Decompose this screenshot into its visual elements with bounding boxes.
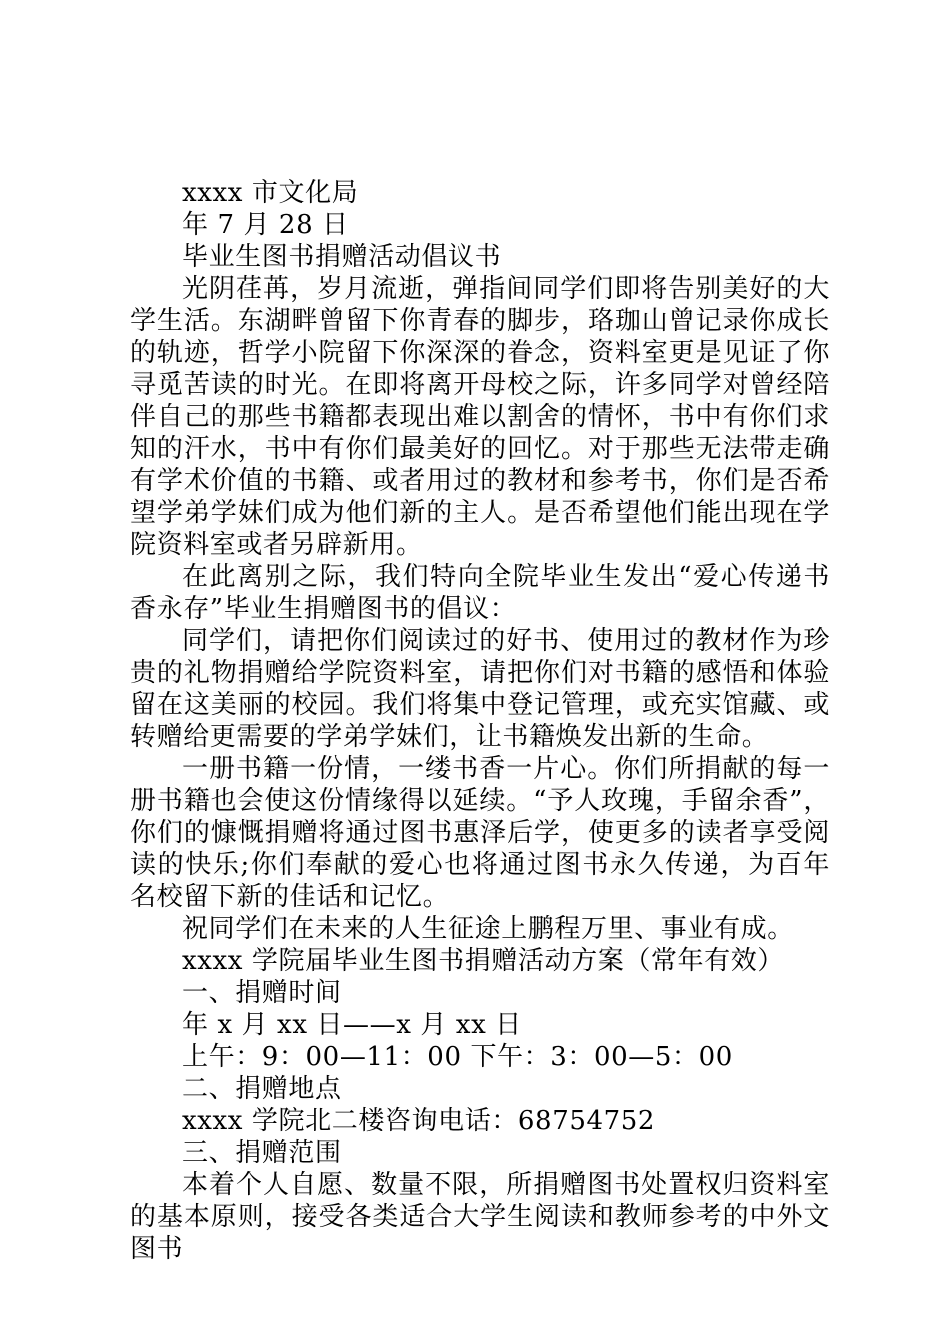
body-paragraph: 在此离别之际，我们特向全院毕业生发出“爱心传递书香永存”毕业生捐赠图书的倡议： xyxy=(130,562,830,624)
section-heading-location: 二、捐赠地点 xyxy=(182,1074,342,1104)
plan-title: xxxx 学院届毕业生图书捐赠活动方案（常年有效） xyxy=(182,946,784,976)
donation-location: xxxx 学院北二楼咨询电话：68754752 xyxy=(182,1106,656,1136)
scope-paragraph: 本着个人自愿、数量不限，所捐赠图书处置权归资料室的基本原则，接受各类适合大学生阅读和教师参考的中外文图书 xyxy=(130,1170,830,1264)
document-body xyxy=(130,177,830,1265)
donation-hours: 上午：9：00—11：00 下午：3：00—5：00 xyxy=(182,1042,733,1072)
body-paragraph: 一册书籍一份情，一缕书香一片心。你们所捐献的每一册书籍也会使这份情缘得以延续。“予人玫瑰，手留余香”，你们的慷慨捐赠将通过图书惠泽后学，使更多的读者享受阅读的快乐;你们奉献的爱心也将通过图书永久传递，为百年名校留下新的佳话和记忆。 xyxy=(130,754,830,912)
section-heading-time: 一、捐赠时间 xyxy=(182,978,342,1008)
body-paragraph: 光阴荏苒，岁月流逝，弹指间同学们即将告别美好的大学生活。东湖畔曾留下你青春的脚步，珞珈山曾记录你成长的轨迹，哲学小院留下你深深的眷念，资料室更是见证了你寻觅苦读的时光。在即将离开母校之际，许多同学对曾经陪伴自己的那些书籍都表现出难以割舍的情怀，书中有你们求知的汗水，书中有你们最美好的回忆。对于那些无法带走确有学术价值的书籍、或者用过的教材和参考书，你们是否希望学弟学妹们成为他们新的主人。是否希望他们能出现在学院资料室或者另辟新用。 xyxy=(130,274,830,560)
date-line: 年 7 月 28 日 xyxy=(182,210,349,240)
document-title: 毕业生图书捐赠活动倡议书 xyxy=(182,242,502,272)
closing-wish: 祝同学们在未来的人生征途上鹏程万里、事业有成。 xyxy=(182,914,794,944)
section-heading-scope: 三、捐赠范围 xyxy=(182,1138,342,1168)
issuer-line: xxxx 市文化局 xyxy=(182,178,359,208)
donation-dates: 年 x 月 xx 日——x 月 xx 日 xyxy=(182,1010,522,1040)
body-paragraph: 同学们，请把你们阅读过的好书、使用过的教材作为珍贵的礼物捐赠给学院资料室，请把你们对书籍的感悟和体验留在这美丽的校园。我们将集中登记管理，或充实馆藏、或转赠给更需要的学弟学妹们，让书籍焕发出新的生命。 xyxy=(130,626,830,752)
